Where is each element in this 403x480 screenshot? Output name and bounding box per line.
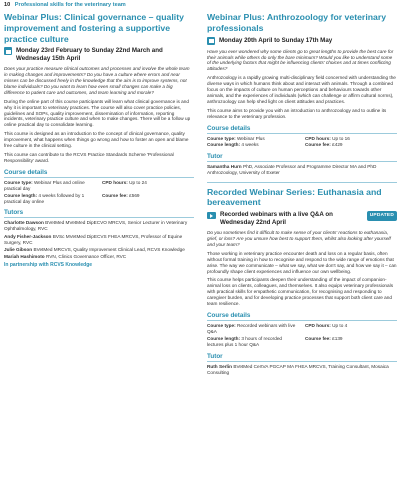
course-type: Course type: Webinar Plus (207, 135, 265, 141)
course-paragraph: This course aims to provide you with an introduction to anthrozoology and to outline its relevance to the veterinary profession. (207, 107, 387, 119)
course-paragraph: This course is designed as an introduction to the concept of clinical governance, quality improvement, what happens when things go wrong and how to foster an open and blame free culture in the clinical setting. (4, 131, 189, 149)
tutors-heading: Tutors (4, 209, 194, 218)
course-length: Course length: 4 weeks followed by 1 practical day online (4, 192, 85, 204)
course-details (4, 180, 194, 205)
course-title-clinical-governance: Webinar Plus: Clinical governance – quality improvement and fostering a supportive practice culture (4, 12, 184, 44)
calendar-icon (4, 47, 12, 55)
course-fee: Course fee: £429 (305, 142, 343, 148)
course-intro: Does your practice measure clinical outcomes and processes and involve the whole team in making changes and improvements? Do you have a culture where errors and near misses can be discussed freely in the knowledge that the aim is to improve systems, not blame individuals? Do you want to learn how even small changes can make a big difference to patient care and outcomes, and team learning and morale? (4, 66, 190, 95)
course-details-heading: Course details (207, 312, 397, 321)
tutor-entry: Charlotte Dawson BVetMed MVetMed DipECVO MRCVS, Senior Lecturer in Veterinary Ophthalmology, RVC (4, 220, 188, 232)
course-date-text: Monday 20th April to Sunday 17th May (219, 36, 333, 44)
course-paragraph: This course helps participants deepen their understanding of the impact of companion-animal loss on clients, colleagues, and themselves. It also equips veterinary professionals with practical skills for empathetic communication, for recognising and responding to caregiver burden, and for developing practice processes that support both client care and team resilience. (207, 277, 394, 307)
tutor-heading: Tutor (207, 153, 397, 162)
course-paragraph: Anthrozoology is a rapidly growing multi-disciplinary field concerned with understanding the diverse ways in which humans think about and interact with animals. Through a combined focus on the impacts of culture on human perceptions and behaviours towards other animals, and the experiences of individuals (which can challenge or affirm cultural norms), anthrozoology can help shed light on client attitudes and practices. (207, 75, 396, 104)
section-title: Professional skills for the veterinary team (14, 2, 126, 8)
course-intro: Do you sometimes find it difficult to make sense of your clients' reactions to euthanasia, grief, or loss? Are you unsure how best to support them, whilst also looking after yourself and your team? (207, 230, 391, 247)
tutor-entry: Samantha Hurn PhD, Associate Professor and Programme Director MA and PhD Anthrozoology, University of Exeter (207, 164, 377, 176)
course-fee: Course fee: £569 (102, 192, 140, 198)
cpd-hours: CPD hours: Up to 16 (305, 135, 350, 141)
recorded-webinar-text: Recorded webinars with a live Q&A on Wednesday 22nd April (220, 211, 333, 226)
tutor-heading: Tutor (207, 353, 397, 362)
course-paragraph: This course can contribute to the RCVS Practice Standards Scheme 'Professional Responsibility' award. (4, 151, 174, 163)
course-fee: Course fee: £139 (305, 335, 343, 341)
tutor-entry: Mariah Hashimoto RVN, Clinics Governance Officer, RVC (4, 254, 127, 260)
page-number: 10 (4, 2, 11, 8)
course-date (207, 37, 397, 45)
course-details-heading: Course details (207, 125, 397, 134)
left-column (4, 12, 194, 268)
course-paragraph: During the online part of this course participants will learn what clinical governance is and why it is important to veterinary practices. The course will also cover practice policies, guidelines and SOPs, quality improvement, dissemination of information, reporting incidents, veterinary practice culture and when to make changes. There will be a follow up online practical day to consolidate learning. (4, 98, 191, 128)
cpd-hours: CPD hours: Up to 24 (102, 179, 147, 185)
course-type: Course type: Recorded webinars with live Q&A (207, 322, 296, 334)
cpd-hours: CPD hours: Up to 4 (305, 322, 348, 328)
tutor-entry: Ruth Serlin BVetMed CertVA PGCAP MA FHEA MRCVS, Training Consultant, Mosaica Consulting (207, 363, 389, 375)
course-length: Course length: 3 hours of recorded lectures plus 1 hour Q&A (207, 335, 283, 347)
section-divider (207, 182, 397, 183)
course-details (207, 323, 397, 348)
tutor-entry: Julie Gibson BVetMed MRCVS, Quality Improvement Clinical Lead, RCVS Knowledge (4, 247, 185, 253)
course-paragraph: Those working in veterinary practice encounter death and loss on a regular basis, often without formal training in how to recognise and respond to the wide range of emotions that arise. The way we communicate – what we say, what we don't say, and how we say it – can profoundly shape client experiences and influence our own wellbeing. (207, 250, 397, 274)
course-title-anthrozoology: Webinar Plus: Anthrozoology for veterinary professionals (207, 12, 387, 33)
course-type: Course type: Webinar Plus and online practical day (4, 179, 85, 191)
video-icon (207, 212, 216, 219)
updated-badge: UPDATED (367, 211, 397, 220)
course-title-euthanasia: Recorded Webinar Series: Euthanasia and bereavement (207, 186, 382, 208)
right-column (207, 12, 397, 377)
recorded-webinar-note (207, 211, 397, 226)
course-details-heading: Course details (4, 169, 194, 178)
course-details (207, 136, 397, 149)
course-date-text: Monday 23rd February to Sunday 22nd March and Wednesday 15th April (16, 47, 163, 62)
course-length: Course length: 4 weeks (207, 142, 259, 148)
tutor-entry: Andy Fisher-Jackson BVSc MVetMed DipECVS FHEA MRCVS, Professor of Equine Surgery, RVC (4, 233, 183, 245)
partner-note: In partnership with RCVS Knowledge (4, 262, 93, 269)
page-header (4, 2, 126, 8)
calendar-icon (207, 37, 215, 45)
course-date (4, 47, 194, 62)
course-intro: Have you ever wondered why some clients go to great lengths to provide the best care for their animals while others do only the bare minimum? Would you like to understand some of the underlying factors that might be influencing clients' choices and at times conflicting attitudes? (207, 48, 394, 72)
